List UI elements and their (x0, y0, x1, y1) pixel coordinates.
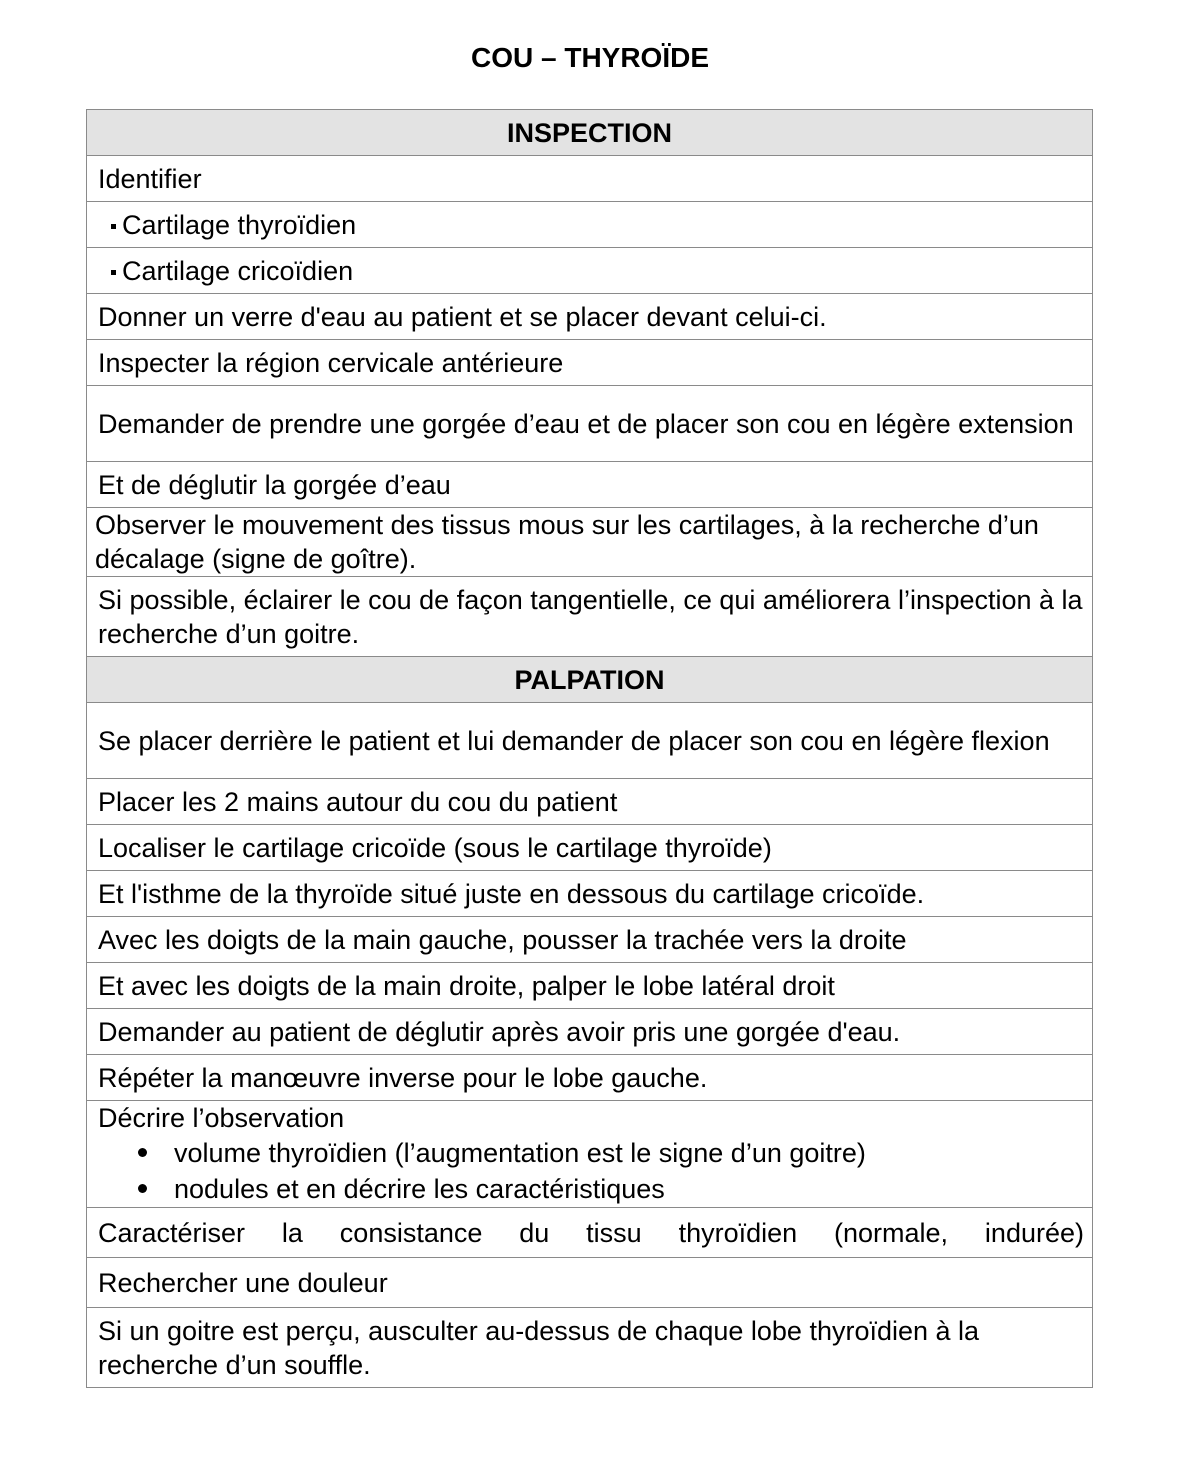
table-row (87, 1308, 1093, 1388)
step-cell (87, 248, 1093, 294)
bullet-icon (138, 1148, 147, 1157)
table-row (87, 917, 1093, 963)
step-text: Cartilage cricoïdien (122, 255, 354, 286)
list-item-text: volume thyroïdien (l’augmentation est le signe d’un goitre) (174, 1138, 866, 1168)
step-text: Inspecter la région cervicale antérieure (87, 340, 1093, 386)
table-row (87, 462, 1093, 508)
table-row (87, 294, 1093, 340)
table-row (87, 202, 1093, 248)
step-text: Et de déglutir la gorgée d’eau (87, 462, 1093, 508)
step-text: Cartilage thyroïdien (122, 209, 357, 240)
step-text: Demander au patient de déglutir après avoir pris une gorgée d'eau. (87, 1009, 1093, 1055)
table-row (87, 779, 1093, 825)
section-heading: PALPATION (87, 657, 1093, 703)
table-row (87, 1208, 1093, 1258)
table-row (87, 1009, 1093, 1055)
section-header-inspection (87, 110, 1093, 156)
step-cell (87, 202, 1093, 248)
table-row (87, 248, 1093, 294)
section-heading: INSPECTION (87, 110, 1093, 156)
step-text: Se placer derrière le patient et lui demander de placer son cou en légère flexion (87, 703, 1093, 779)
table-row (87, 703, 1093, 779)
table-row (87, 1258, 1093, 1308)
section-header-palpation (87, 657, 1093, 703)
table-row (87, 156, 1093, 202)
step-text: Observer le mouvement des tissus mous sur les cartilages, à la recherche d’un décalage (signe de goître). (87, 508, 1093, 577)
table-row (87, 825, 1093, 871)
step-text: Donner un verre d'eau au patient et se placer devant celui-ci. (87, 294, 1093, 340)
step-text: Demander de prendre une gorgée d’eau et de placer son cou en légère extension (87, 386, 1093, 462)
step-text: Avec les doigts de la main gauche, pousser la trachée vers la droite (87, 917, 1093, 963)
step-text: Caractériser la consistance du tissu thyroïdien (normale, indurée) (87, 1208, 1093, 1258)
step-text: Si un goitre est perçu, ausculter au-dessus de chaque lobe thyroïdien à la recherche d’un souffle. (87, 1308, 1093, 1388)
table-row (87, 577, 1093, 657)
exam-checklist-table (86, 109, 1093, 1388)
table-row (87, 1055, 1093, 1101)
bullet-icon (138, 1184, 147, 1193)
step-text: Répéter la manœuvre inverse pour le lobe gauche. (87, 1055, 1093, 1101)
step-text: Localiser le cartilage cricoïde (sous le cartilage thyroïde) (87, 825, 1093, 871)
table-row (87, 963, 1093, 1009)
table-row (87, 386, 1093, 462)
list-item (174, 1171, 1084, 1207)
step-text: Rechercher une douleur (87, 1258, 1093, 1308)
step-text: Et avec les doigts de la main droite, palper le lobe latéral droit (87, 963, 1093, 1009)
page-title: COU – THYROÏDE (470, 42, 710, 73)
step-text: Identifier (87, 156, 1093, 202)
step-text: Et l'isthme de la thyroïde situé juste en dessous du cartilage cricoïde. (87, 871, 1093, 917)
table-row (87, 871, 1093, 917)
observation-label: Décrire l’observation (98, 1103, 345, 1133)
table-row (87, 340, 1093, 386)
list-item (174, 1135, 1084, 1171)
observation-list (98, 1135, 1084, 1207)
step-text: Si possible, éclairer le cou de façon tangentielle, ce qui améliorera l’inspection à la recherche d’un goitre. (87, 577, 1093, 657)
observation-cell (87, 1101, 1093, 1208)
square-bullet-icon (111, 224, 116, 229)
table-row (87, 508, 1093, 577)
list-item-text: nodules et en décrire les caractéristiques (174, 1174, 665, 1204)
table-row (87, 1101, 1093, 1208)
square-bullet-icon (111, 270, 116, 275)
step-text: Placer les 2 mains autour du cou du patient (87, 779, 1093, 825)
